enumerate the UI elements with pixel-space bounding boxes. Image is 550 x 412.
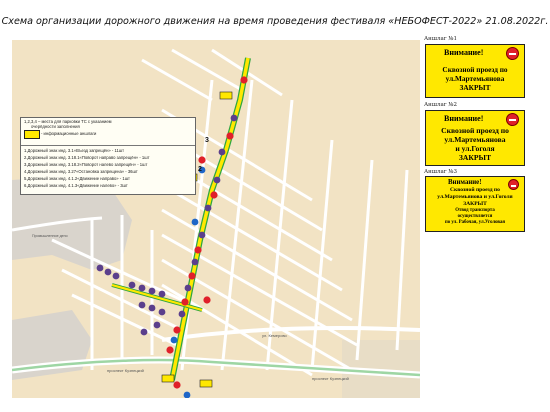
legend-board-swatch bbox=[24, 130, 40, 139]
panel-text-line: ул.Мартемьянова bbox=[444, 135, 506, 144]
parking-number: 2 bbox=[198, 166, 202, 173]
announcement-panel-3 bbox=[425, 176, 525, 232]
panel-heading: Внимание! bbox=[444, 114, 484, 123]
legend-item: 1.Дорожный знак инд. 3.1«Въезд запрещён» - 11шт bbox=[24, 148, 125, 153]
legend-divider bbox=[21, 145, 195, 146]
panel-text-line: Сквозной проезд по bbox=[450, 187, 500, 193]
panel-text-line: ЗАКРЫТ bbox=[458, 153, 492, 162]
street-label-kemerovo: ул. Кемерово bbox=[262, 333, 287, 338]
legend-item: 4.Дорожный знак инд. 3.27«Остановка запрещена» - 36шт bbox=[24, 169, 138, 174]
panel-heading: Внимание! bbox=[444, 48, 484, 57]
panel-label-1: Аншлаг №1 bbox=[424, 36, 458, 42]
panel-text-line: ЗАКРЫТ bbox=[459, 83, 491, 92]
panel-label-3: Аншлаг №3 bbox=[424, 169, 458, 175]
street-label-kuznetsky: проспект Кузнецкий bbox=[107, 368, 144, 373]
area-label-depo: Промышленное депо bbox=[32, 234, 68, 238]
legend-item: 2.Дорожный знак инд. 3.18.1«Поворот направо запрещён» - 1шт bbox=[24, 155, 150, 160]
map-canvas[interactable] bbox=[12, 40, 420, 398]
no-entry-icon bbox=[506, 113, 519, 126]
legend-board-label: - информационные аншлаги bbox=[41, 131, 97, 136]
panel-text-line: ул.Мартемьянова и ул.Гоголя bbox=[437, 194, 513, 200]
announcement-panel-2 bbox=[425, 110, 525, 166]
map[interactable] bbox=[12, 40, 420, 398]
legend-item: 5.Дорожный знак инд. 4.1.2«Движение направо» - 1шт bbox=[24, 176, 130, 181]
panel-text-line: и ул.Гоголя bbox=[455, 144, 495, 153]
map-legend bbox=[20, 117, 196, 195]
panel-text-line: по ул. Рабочая, ул.Уголовая bbox=[444, 220, 505, 225]
panel-text-line: Отвод транспорта bbox=[455, 208, 495, 213]
announcement-panel-1 bbox=[425, 44, 525, 98]
panel-text-line: Сквозной проезд по bbox=[442, 65, 508, 74]
legend-item: 3.Дорожный знак инд. 3.18.2«Поворот налево запрещён» - 1шт bbox=[24, 162, 148, 167]
legend-parking-line-2: очерёдности заполнения bbox=[31, 124, 80, 129]
panel-text-line: осуществляется bbox=[457, 214, 493, 219]
legend-parking-line: 1,2,3,4 – места для парковки ТС с указанием bbox=[24, 119, 112, 124]
parking-number: 3 bbox=[205, 137, 209, 144]
panel-label-2: Аншлаг №2 bbox=[424, 102, 458, 108]
legend-item: 6.Дорожный знак инд. 4.1.3«Движение налево» - 3шт bbox=[24, 183, 128, 188]
map-board-4 bbox=[200, 380, 212, 387]
panel-text-line: Сквозной проезд по bbox=[441, 126, 509, 135]
page-title: Схема организации дорожного движения на время проведения фестиваля «НЕБОФЕСТ-2022» 21.08.2022г. bbox=[1, 16, 549, 27]
no-entry-icon bbox=[506, 47, 519, 60]
panel-text-line: ул.Мартемьянова bbox=[445, 74, 505, 83]
map-board-1 bbox=[220, 92, 232, 99]
map-board-3 bbox=[162, 375, 174, 382]
panel-heading: Внимание! bbox=[448, 179, 482, 186]
street-label-kuznetsky-east: проспект Кузнецкий bbox=[312, 376, 349, 381]
panel-text-line: ЗАКРЫТ bbox=[463, 201, 487, 207]
